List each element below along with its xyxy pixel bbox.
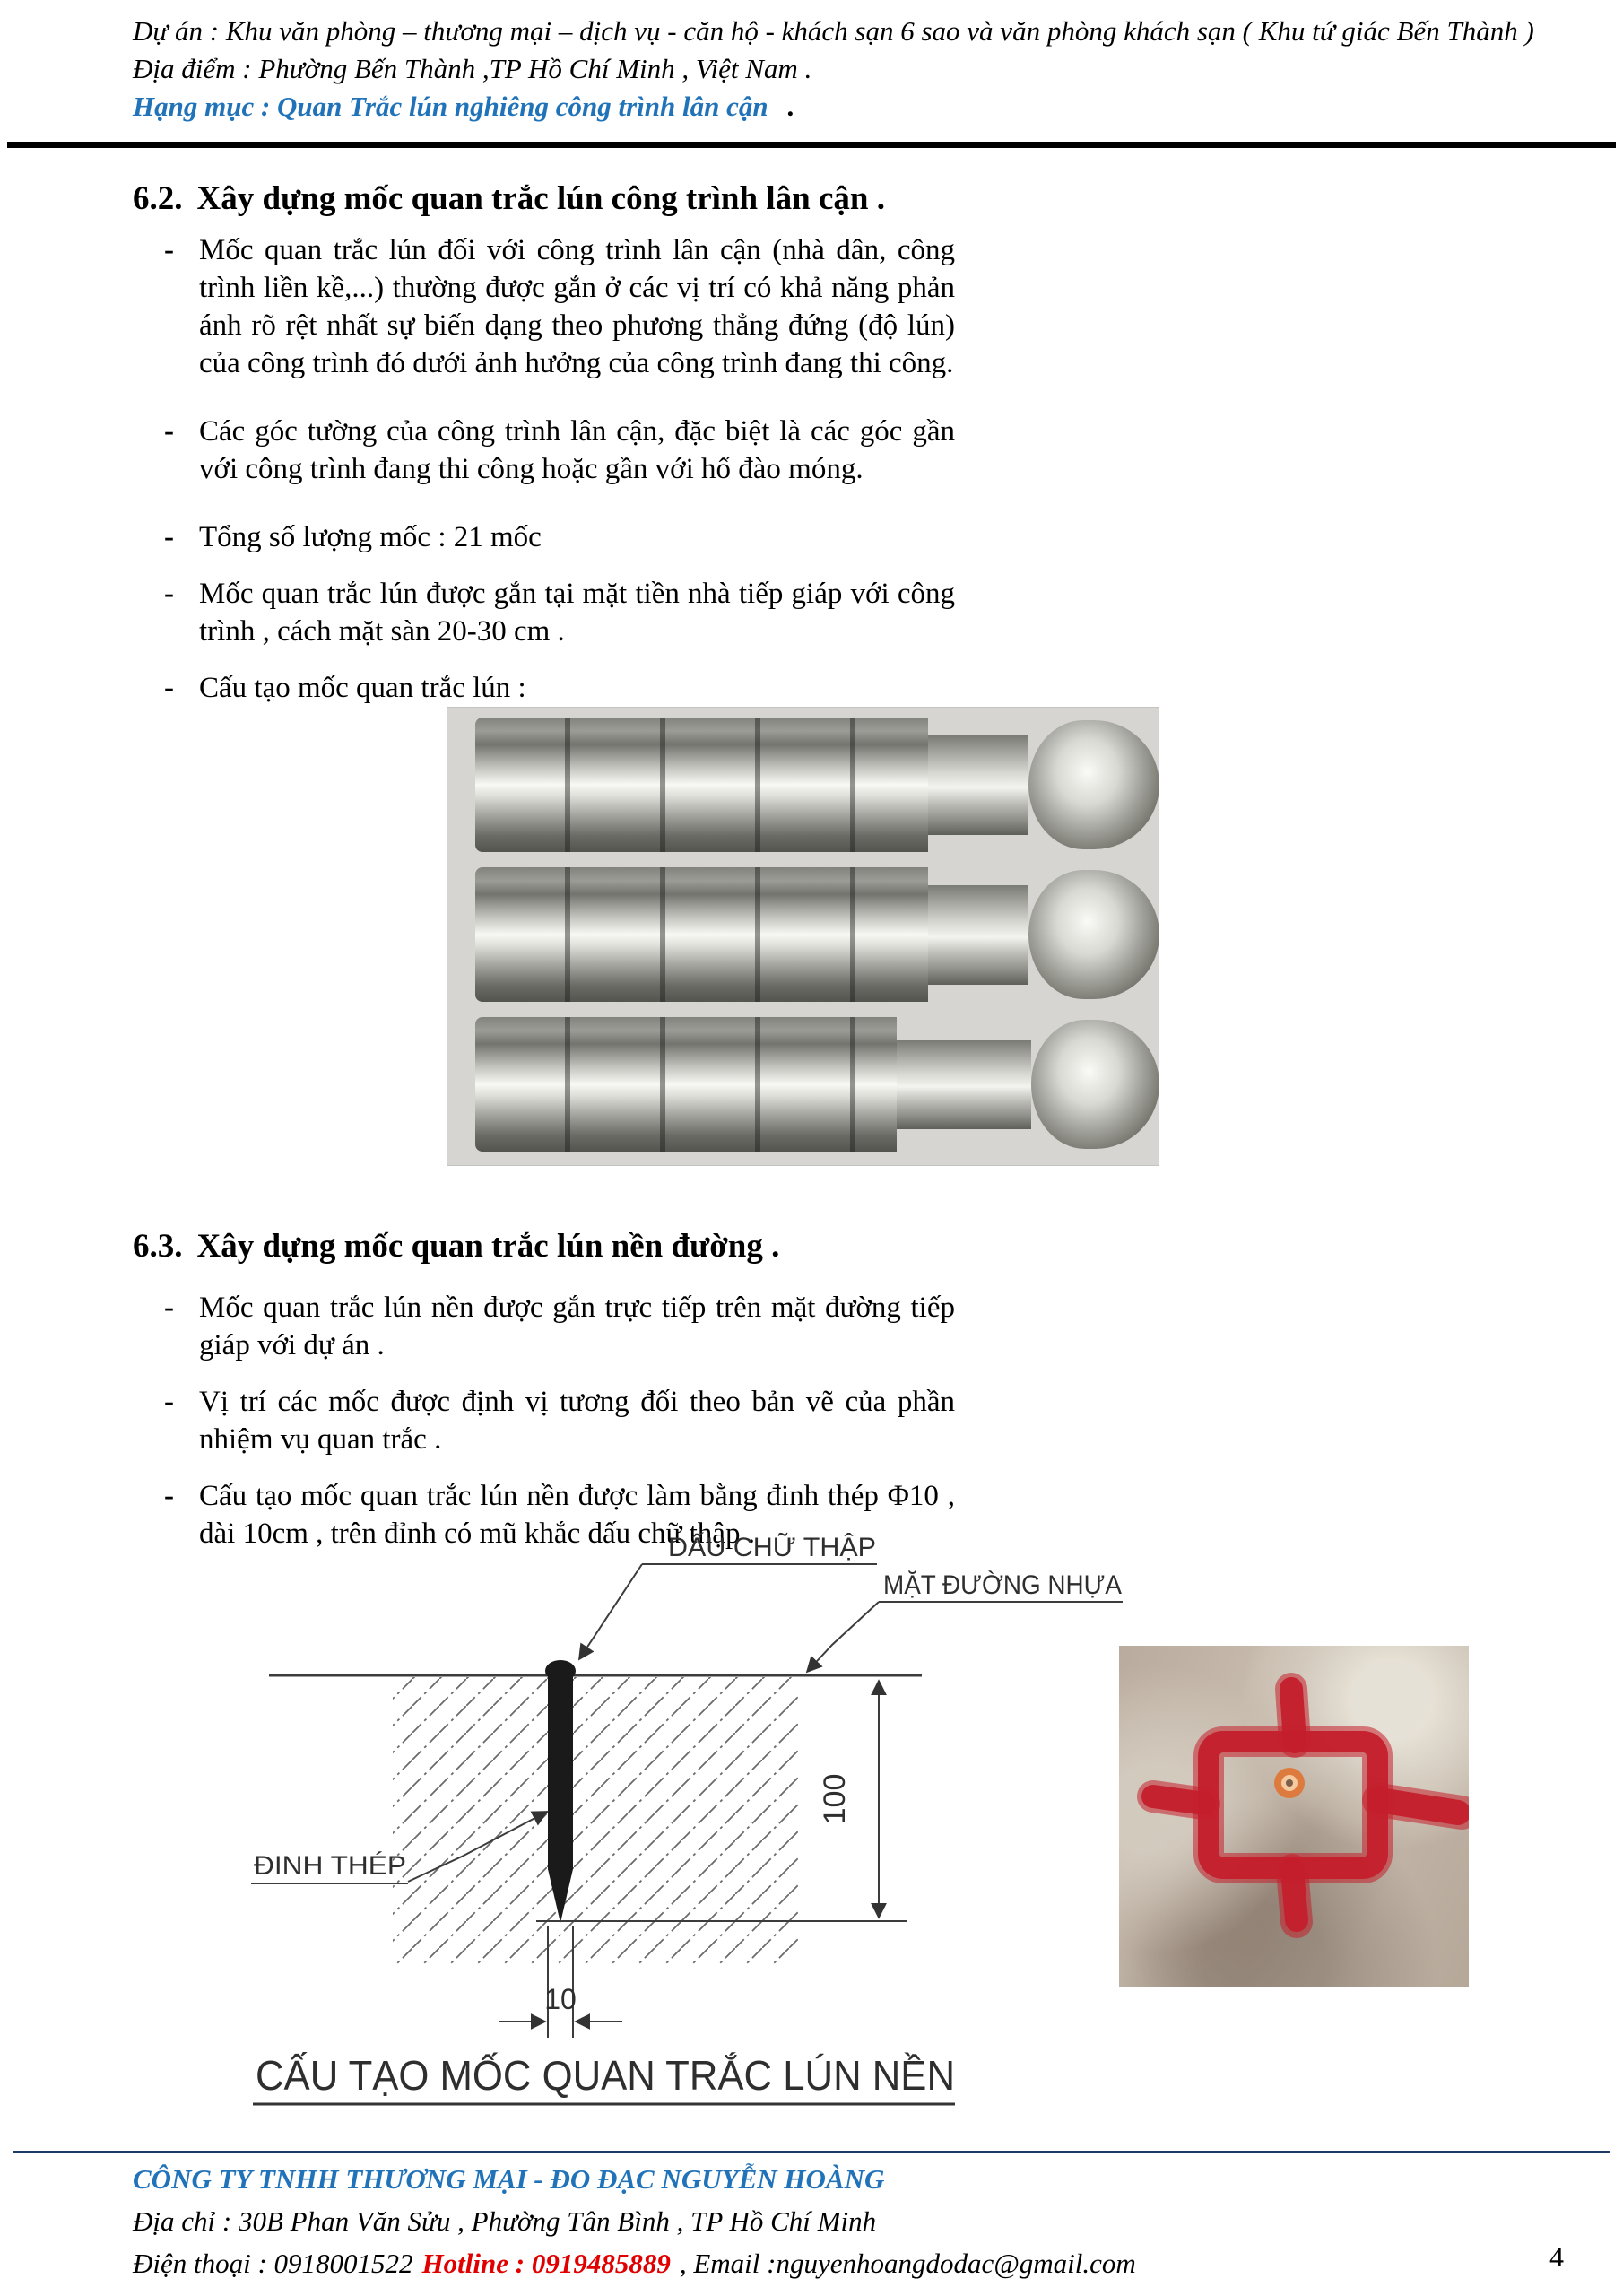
bolt-round-head [1028,720,1159,849]
header-divider [7,142,1616,148]
bullet-text: Mốc quan trắc lún đối với công trình lân cận (nhà dân, công trình liền kề,...) thường được gắn ở các vị trí có khả năng phản ánh rõ rệt nhất sự biến dạng theo phương thẳng đứng (độ lún) của công trình đó dưới ảnh hưởng của công trình đang thi công. [199,234,955,379]
photo-red-cross-pavement-marker [1119,1646,1469,1987]
bullet-dash: - [164,578,174,610]
cross-mark-leader [579,1564,642,1659]
section-6-2-heading [133,179,885,218]
header-location-line: Địa điểm : Phường Bến Thành ,TP Hồ Chí Minh , Việt Nam . [133,53,812,84]
bolt-photo-row [475,867,1159,1002]
page-number: 4 [1549,2240,1564,2273]
bullet-item [164,231,955,382]
document-footer [133,2158,1136,2284]
bullet-dash: - [164,672,174,704]
header-category-suffix: . [787,91,795,122]
bullet-text: Cấu tạo mốc quan trắc lún : [199,672,526,704]
section-6-2-bullets [164,231,955,726]
footer-company: CÔNG TY TNHH THƯƠNG MẠI - ĐO ĐẠC NGUYỄN HOÀNG [133,2163,885,2195]
bullet-text: Mốc quan trắc lún nền được gắn trực tiếp trên mặt đường tiếp giáp với dự án . [199,1292,955,1361]
document-header [133,13,1534,126]
bullet-dash: - [164,521,174,553]
bullet-dash: - [164,415,174,448]
bullet-item [164,1289,955,1364]
bolt-round-head [1031,1020,1159,1149]
bolt-ridged-body [475,867,928,1002]
bolt-round-head [1028,870,1159,999]
header-category-text: Hạng mục : Quan Trắc lún nghiêng công trình lân cận [133,91,768,122]
bullet-item [164,518,955,556]
bullet-text: Tổng số lượng mốc : 21 mốc [199,521,542,553]
section-6-3-title: Xây dựng mốc quan trắc lún nền đường . [196,1228,780,1265]
section-6-2-title: Xây dựng mốc quan trắc lún công trình lân cận . [196,180,885,217]
section-6-3-heading [133,1227,779,1265]
bolt-photo-row [475,1017,1159,1152]
header-category-line [133,88,1534,126]
red-cross-marker-paint [1119,1646,1469,1987]
footer-email: , Email :nguyenhoangdodac@gmail.com [679,2248,1136,2279]
bullet-item [164,1383,955,1458]
section-6-2-number: 6.2. [133,180,183,217]
bullet-text: Mốc quan trắc lún được gắn tại mặt tiền nhà tiếp giáp với công trình , cách mặt sàn 20-30 cm . [199,578,955,648]
bolt-ridged-body [475,718,928,852]
nail-head [1274,1768,1305,1798]
bullet-dash: - [164,234,174,266]
bolt-neck [928,735,1028,835]
road-surface-label: MẶT ĐƯỜNG NHỰA [883,1570,1122,1600]
bullet-dash: - [164,1292,174,1324]
nail-construction-diagram [143,1518,1130,2109]
width-dimension-value: 10 [544,1983,577,2015]
footer-contact-line [133,2242,1136,2284]
bullet-item [164,669,955,707]
bullet-dash: - [164,1480,174,1512]
bullet-item [164,413,955,488]
footer-hotline: Hotline : 0919485889 [421,2248,671,2279]
road-surface-leader [807,1602,879,1672]
bolt-neck [928,885,1028,985]
section-6-3-number: 6.3. [133,1228,183,1265]
footer-phone: Điện thoại : 0918001522 [133,2248,413,2279]
header-project-line: Dự án : Khu văn phòng – thương mại – dịch vụ - căn hộ - khách sạn 6 sao và văn phòng khách sạn ( Khu tứ giác Bến Thành ) [133,15,1534,47]
depth-dimension-value: 100 [818,1773,852,1825]
steel-nail-label: ĐINH THÉP [254,1851,406,1881]
bullet-text: Các góc tường của công trình lân cận, đặc biệt là các góc gần với công trình đang thi công hoặc gần với hố đào móng. [199,415,955,485]
photo-steel-marker-bolts [447,707,1159,1166]
footer-address: Địa chỉ : 30B Phan Văn Sửu , Phường Tân Bình , TP Hồ Chí Minh [133,2205,877,2237]
diagram-caption: CẤU TẠO MỐC QUAN TRẮC LÚN NỀN [256,2052,955,2099]
footer-divider [13,2151,1610,2153]
bullet-text: Vị trí các mốc được định vị tương đối theo bản vẽ của phần nhiệm vụ quan trắc . [199,1386,955,1456]
bullet-text: Cấu tạo mốc quan trắc lún nền được làm bằng đinh thép Φ10 , dài 10cm , trên đỉnh có mũ khắc dấu chữ thập . [199,1480,955,1550]
bullet-dash: - [164,1386,174,1418]
cross-mark-label: DẤU CHỮ THẬP [668,1533,873,1562]
bolt-photo-row [475,718,1159,852]
bolt-ridged-body [475,1017,897,1152]
bolts-group [475,718,1159,1152]
bolt-neck [897,1040,1031,1129]
bullet-item [164,575,955,650]
